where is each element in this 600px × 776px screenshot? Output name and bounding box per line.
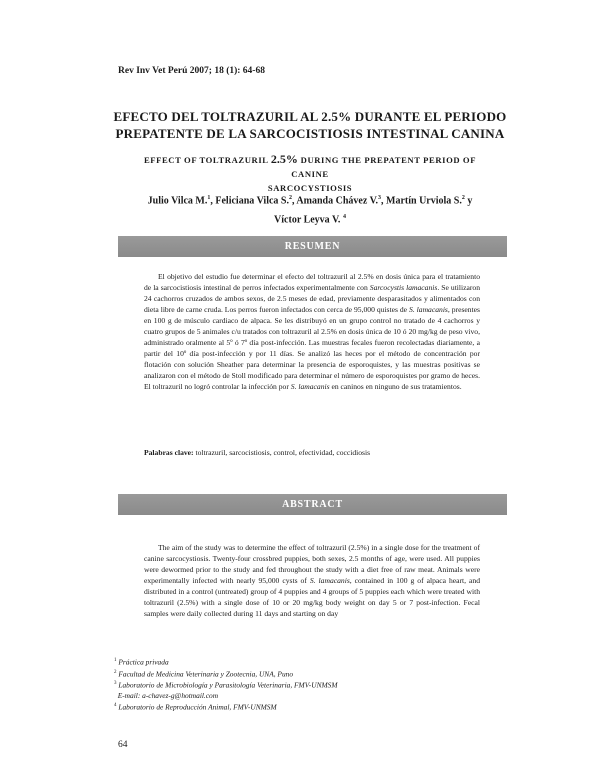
footnote	[114, 668, 338, 680]
author-2: , Feliciana Vilca S.	[210, 195, 289, 207]
footnote	[114, 701, 338, 713]
resumen-text-3: , presentes en 100 g de músculo cardiaco de alpaca. Se les distribuyó en un grupo control no tratado de 4 cachorros y cuatro grupos de 5 animales c/u tratados con toltrazuril al 2.5% en dosis única de 10 ó 20 mg/kg de peso vivo, administrado oralmente al 5º ó 7º día post-infección. Las muestras fecales fueron recolectadas diariamente, a partir del 10º día post-infección y por 11 días. Se analizó las heces por el método de concentración por flotación con solución Sheather para determinar la presencia de esporoquistes, y las muestras positivas se analizaron con el método de Stoll modificado para determinar el número de esporoquistes por gramo de heces. El toltrazuril no logró controlar la infección por	[144, 305, 480, 391]
english-title	[130, 152, 490, 195]
author-4: , Martín Urviola S.	[381, 195, 462, 207]
keywords-label: Palabras clave:	[144, 448, 194, 457]
resumen-paragraph	[144, 271, 480, 392]
footnote-text: Facultad de Medicina Veterinaria y Zootecnia, UNA, Puno	[118, 669, 294, 679]
resumen-text-4: en caninos en ninguno de sus tratamientos.	[329, 382, 462, 391]
author-3: , Amanda Chávez V.	[291, 195, 379, 207]
author-1-affiliation: 1	[207, 195, 211, 201]
resumen-text-1: El objetivo del estudio fue determinar el efecto del toltrazuril al 2.5% en dosis única para el tratamiento de la sarcocistiosis intestinal de perros infectados experimentalmente con	[144, 272, 480, 292]
resumen-text-2: . Se utilizaron 24 cachorros cruzados de ambos sexos, de 2.5 meses de edad, previamente desparasitados y alimentados con dieta libre de carne cruda. Los perros fueron infectados con cerca de 95,000 quistes de	[144, 283, 481, 314]
author-5-affiliation: 4	[342, 214, 346, 221]
english-title-part-1: EFFECT OF TOLTRAZURIL	[143, 155, 269, 165]
footnote-text: Laboratorio de Reproducción Animal, FMV-UNMSM	[118, 702, 277, 712]
abstract-body	[144, 542, 480, 619]
footnote-number: 2	[114, 669, 117, 675]
footnotes	[114, 656, 338, 713]
keywords	[144, 447, 480, 458]
footnote-text: Práctica privada	[118, 657, 169, 667]
footnote-number: 4	[114, 703, 117, 709]
author-line-2	[110, 209, 510, 228]
journal-citation: Rev Inv Vet Perú 2007; 18 (1): 64-68	[118, 66, 265, 76]
footnote-email: E-mail: a-chavez-g@hotmail.com	[117, 691, 219, 701]
resumen-body	[144, 271, 480, 392]
footnote	[114, 691, 338, 701]
footnote-number: 1	[114, 658, 117, 663]
footnote	[114, 656, 338, 668]
title-line-1: EFECTO DEL TOLTRAZURIL AL 2.5% DURANTE EL PERIODO	[113, 109, 507, 124]
resumen-species-1: Sarcocystis lamacanis	[369, 283, 438, 292]
abstract-species-1: S. lamacanis	[309, 576, 350, 585]
author-2-affiliation: 2	[288, 195, 292, 201]
page-number: 64	[118, 740, 128, 750]
keywords-list: toltrazuril, sarcocistiosis, control, efectividad, coccidiosis	[193, 448, 371, 457]
english-title-line-2: SARCOCYSTIOSIS	[267, 183, 353, 193]
article-title	[100, 108, 520, 142]
author-3-affiliation: 3	[378, 195, 382, 201]
abstract-heading: ABSTRACT	[118, 494, 507, 515]
footnote-number: 3	[114, 681, 117, 687]
author-5: Víctor Leyva V.	[274, 214, 341, 226]
author-1: Julio Vilca M.	[147, 195, 208, 207]
footnote-text: Laboratorio de Microbiología y Parasitología Veterinaria, FMV-UNMSM	[118, 680, 338, 690]
abstract-text-1: The aim of the study was to determine the effect of toltrazuril (2.5%) in a single dose for the treatment of canine sarcocystiosis. Twenty-four crossbred puppies, both sexes, 2.5 months of age, were used. All puppies were dewormed prior to the study and fed throughout the study with a diet free of raw meat. Animals were experimentally infected with nearly 95,000 cysts of	[144, 543, 480, 585]
english-title-part-2: DURING THE PREPATENT PERIOD OF CANINE	[291, 155, 477, 179]
english-title-percent: 2.5%	[270, 152, 298, 166]
footnote	[114, 679, 338, 691]
resumen-species-3: S. lamacanis	[290, 382, 330, 391]
resumen-species-2: S. lamacanis	[409, 305, 448, 314]
author-line-1	[110, 190, 510, 209]
english-title-line-1	[130, 152, 490, 181]
abstract-paragraph	[144, 542, 480, 619]
abstract-text-2: , contained in 100 g of alpaca heart, and distributed in a control (untreated) group of 4 puppies and 4 groups of 5 puppies each which were treated with toltrazuril (2.5%) with a single dose of 10 or 20 mg/kg body weight on day 5 or 7 post-infection. Fecal samples were daily collected during 11 days and starting on day	[144, 576, 481, 618]
author-4-affiliation: 2	[461, 195, 465, 201]
resumen-heading: RESUMEN	[118, 236, 507, 257]
title-line-2: PREPATENTE DE LA SARCOCISTIOSIS INTESTINAL CANINA	[115, 126, 505, 141]
author-list	[110, 190, 510, 229]
author-conjunction: y	[464, 195, 473, 207]
